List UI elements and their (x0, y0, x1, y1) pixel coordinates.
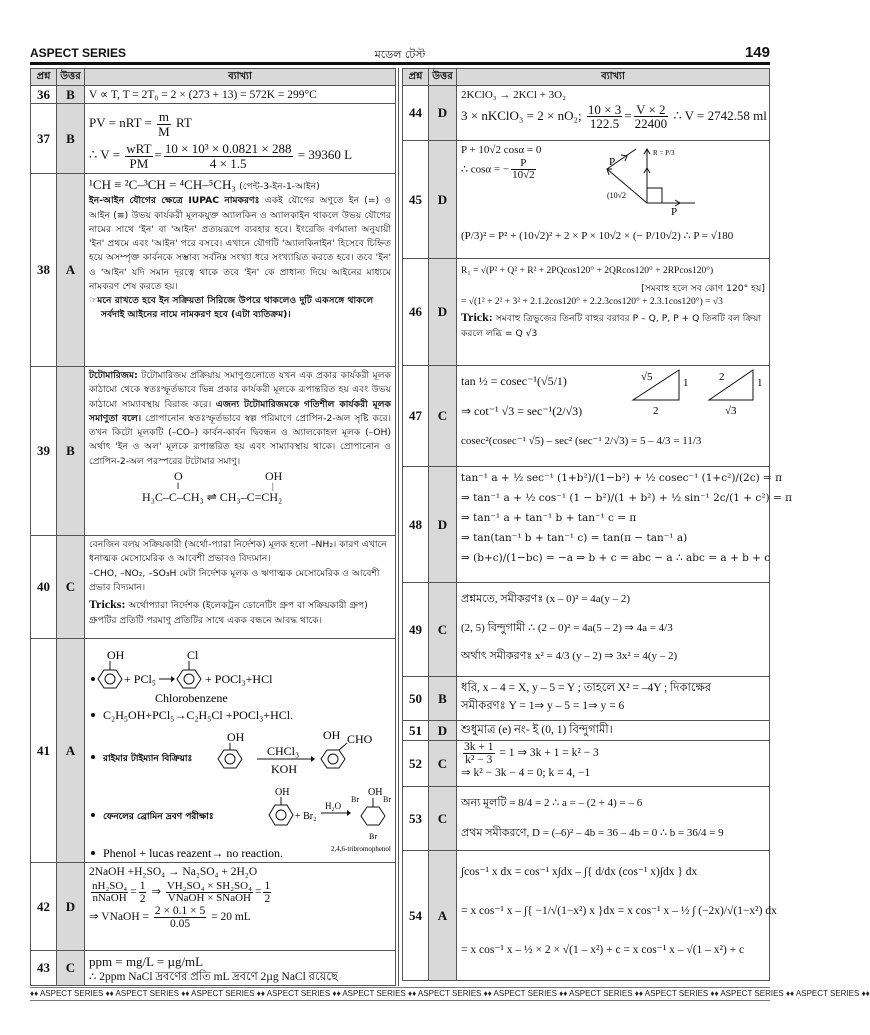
denominator: 0.05 (169, 918, 191, 931)
numerator: wRT (126, 141, 152, 157)
formula-line (461, 741, 765, 766)
triangle-2 (709, 370, 753, 400)
body-text: প্রোপানোন স্বতঃস্ফূর্তভাবে স্বল্প পরিমাণে প্রোপিন-2-অল সৃষ্টি করে। তখন কিটো মূলকটি (–CO–) কার্বন-কার্বন দ্বিবন্ধন ও অ্যালকোহল মূলক (–OH) অর্থাৎ 'ইন ও অল' মূলকে রূপান্তরিত হয় এবং সাম্যাবস্থায় থাকে। প্রোপানোন ও প্রোপিন-2-অল পরস্পরের টটোমার সমাণু। (89, 412, 391, 467)
text: PV = nRT = (89, 115, 156, 131)
formula-line: ⇒ tan⁻¹ a + tan⁻¹ b + tan⁻¹ c = π (461, 511, 637, 524)
paragraph (89, 194, 391, 294)
formula-line: অর্থাৎ সমীকরণঃ x² = 4/3 (y – 2) ⇒ 3x² = 4(y – 2) (461, 650, 678, 663)
question-number: 43 (31, 951, 57, 985)
formula-line: ⇒ k² − 3k − 4 = 0; k = 4, −1 (461, 767, 591, 780)
fraction (157, 110, 171, 138)
benzene-ring-icon (218, 750, 242, 768)
question-number: 42 (31, 863, 57, 950)
explanation (85, 863, 395, 950)
formula-line: ∴ V = $\frac{\text{wRT}}{PM}$ = $\frac{\text{10 × 10³ × 0.0821 × 288}}{4 \times 1.5}$ = 39360 L (89, 141, 353, 171)
table-row (403, 259, 769, 366)
denominator: 22400 (634, 116, 668, 132)
denominator: 10√2 (512, 169, 535, 182)
page-number: 149 (744, 44, 770, 61)
label-p: P (609, 156, 616, 168)
col-header-question: প্রশ্ন (31, 69, 57, 85)
series-name: ASPECT SERIES (30, 46, 127, 60)
denominator: VNaOH × SNaOH (167, 892, 251, 905)
explanation (457, 141, 769, 258)
answer-letter: C (57, 951, 85, 985)
oh-label: OH (107, 648, 125, 662)
fraction (587, 103, 622, 131)
product-name: Chlorobenzene (155, 691, 228, 705)
reagent-pcl5: + PCl₅ (124, 672, 156, 686)
bromine-label: Br (383, 795, 391, 804)
table-row (403, 467, 792, 583)
tautomer-structure (89, 469, 391, 505)
question-number: 39 (31, 367, 57, 535)
paragraph: –CHO, –NO₂, –SO₃H মেটা নির্দেশক মূলক ও ঋণাত্মক মেসোমেরিক ও আবেশী প্রভাব বিদ্যমান। (89, 567, 380, 593)
opp-label: 1 (757, 377, 763, 389)
fraction (154, 905, 206, 930)
answer-letter: D (429, 467, 457, 582)
explanation (85, 536, 395, 638)
bold-heading: টটোমারিজম: (89, 370, 138, 381)
answer-letter: B (57, 367, 85, 535)
answer-letter: D (429, 86, 457, 140)
table-row (403, 721, 769, 741)
oh-label: OH (275, 787, 290, 798)
bullet (91, 713, 95, 717)
pointing-hand-icon: ☞ (89, 295, 98, 306)
denominator: nNaOH (92, 892, 127, 905)
answer-letter: A (57, 174, 85, 366)
single-bond-mark: | (272, 480, 274, 491)
question-number: 38 (31, 174, 57, 366)
table-row (403, 366, 769, 467)
answer-letter: A (429, 851, 457, 980)
bold-heading: Tricks: (89, 597, 126, 611)
col-header-question: প্রশ্ন (403, 69, 429, 85)
explanation (457, 467, 792, 582)
label-10root2: (10√2 (607, 191, 627, 200)
note (89, 294, 391, 323)
reaction-name: ফেনলের ব্রোমিন দ্রবণ পরীক্ষাঃ (103, 812, 214, 822)
numerator: 3k + 1 (464, 741, 494, 753)
denominator: 2 (264, 893, 271, 906)
fraction (634, 103, 669, 131)
question-number: 48 (403, 467, 429, 582)
table-row (403, 787, 769, 851)
denominator: M (158, 123, 170, 139)
lucas-test: Phenol + lucas reazent→ no reaction. (103, 846, 284, 860)
structural-formula: ¹CH ≡ ²C–³CH = ⁴CH–⁵CH₃ (89, 177, 236, 192)
footer-banner: ♦♦ ASPECT SERIES ♦♦ ASPECT SERIES ♦♦ ASPECT SERIES ♦♦ ASPECT SERIES ♦♦ ASPECT SERIES ♦♦ ASPECT SERIES ♦♦ ASPECT SERIES ♦♦ ASPECT SERIES ♦♦ ASPECT SERIES ♦♦ ASPECT SERIES ♦♦ ASPECT SERIES ♦♦ (30, 987, 770, 1001)
col-header-explanation: ব্যাখ্যা (457, 69, 769, 85)
explanation (457, 366, 769, 466)
formula-line: (2, 5) বিন্দুগামী ∴ (2 – 0)² = 4a(5 – 2) ⇒ 4a = 4/3 (461, 621, 673, 634)
answer-table-right (402, 68, 792, 981)
question-number: 45 (403, 141, 429, 258)
hydroxyl-label: OH (265, 468, 283, 483)
force-vector-diagram (555, 143, 678, 218)
explanation (457, 721, 769, 740)
reagent-koh: KOH (271, 762, 297, 776)
formula-line: ppm = mg/L = µg/mL (89, 954, 204, 969)
fraction (463, 741, 495, 766)
formula-line: cosec²(cosec⁻¹ √5) – sec² (sec⁻¹ 2/√3) = 5 – 4/3 = 11/3 (461, 434, 702, 447)
answer-table-left (30, 68, 396, 986)
numerator: 10 × 10³ × 0.0821 × 288 (164, 141, 292, 157)
bullet (91, 755, 95, 759)
benzene-ring-icon (98, 670, 122, 688)
table-row (31, 863, 395, 951)
hyp-label: √5 (641, 371, 653, 383)
solvent-label: H₂O (325, 801, 342, 811)
opp-label: 1 (683, 377, 689, 389)
formula-line: = x cos⁻¹ x – ½ × 2 × √(1 – x²) + c = x cos⁻¹ x – √(1 – x²) + c (461, 944, 745, 957)
formula-line: tan ½ = cosec⁻¹(√5/1) (461, 374, 567, 388)
benzene-ring-icon (177, 670, 201, 688)
col-header-answer: উত্তর (57, 69, 85, 85)
oh-label: OH (227, 730, 245, 744)
formula-line: ∴ 2ppm NaCl দ্রবণের প্রতি mL দ্রবণে 2µg NaCl রয়েছে (89, 971, 338, 984)
answer-letter: C (429, 787, 457, 850)
text: 3 × nKClO₃ = 2 × nO₂; (461, 107, 585, 123)
product-name: 2,4,6-tribromophenol (331, 845, 391, 853)
bold-heading: Trick: (461, 310, 493, 325)
formula-line: (P/3)² = P² + (10√2)² + 2 × P × 10√2 × (− P/10√2) ∴ P = √180 (461, 230, 734, 242)
bullet (91, 851, 95, 855)
answer-letter: A (57, 639, 85, 862)
answer-letter: D (429, 721, 457, 740)
answer-letter: B (57, 104, 85, 173)
answer-letter: C (429, 366, 457, 466)
note: [সমবাহু হলে সব কোণ 120° হয়] (641, 282, 765, 294)
table-row (31, 367, 395, 536)
cho-label: CHO (347, 732, 373, 746)
question-number: 44 (403, 86, 429, 140)
table-row (31, 639, 395, 863)
table-row (403, 583, 769, 677)
explanation (457, 86, 769, 140)
explanation (85, 367, 395, 535)
formula-line: 2KClO₃ → 2KCl + 3O₂ (461, 89, 566, 101)
table-row (403, 851, 777, 980)
explanation (85, 174, 395, 366)
answer-letter: D (429, 259, 457, 365)
explanation (85, 104, 395, 173)
double-bond-mark: ‖ (177, 480, 180, 491)
fraction (263, 880, 271, 905)
fraction (511, 158, 536, 182)
numerator: nH₂SO₄ (92, 879, 128, 892)
text: RT (172, 115, 192, 131)
note-text: মনে রাখতে হবে ইন সক্রিয়তা সিরিজে উপরে থাকলেও দুটি একসঙ্গে থাকলে সর্বদাই আইনের নামে নামকরণ হবে (এটা ব্যতিক্রম)। (97, 295, 374, 321)
numerator: 10 × 3 (587, 101, 622, 117)
formula-line: V ∝ T, T = 2T₀ = 2 × (273 + 13) = 572K = 299°C (89, 89, 317, 101)
bromine-label: Br (369, 832, 377, 841)
paragraph (461, 308, 765, 341)
explanation (457, 851, 777, 980)
triangle-1 (633, 370, 679, 400)
formula-line (89, 110, 391, 138)
cl-label: Cl (187, 648, 199, 662)
formula-line: ধরি, x – 4 = X, y – 5 = Y ; তাহলে X² = –4Y ; দিকাক্ষের (461, 682, 712, 694)
adj-label: 2 (653, 405, 659, 417)
fraction (139, 880, 147, 905)
formula-line: ⇒ (b+c)/(1−bc) = −a ⇒ b + c = abc − a ∴ abc = a + b + c (461, 551, 771, 564)
label-r: R = P/3 (653, 149, 675, 157)
numerator: V × 2 (634, 103, 669, 118)
question-number: 52 (403, 741, 429, 786)
text: = 1 ⇒ 3k + 1 = k² − 3 (496, 747, 599, 760)
denominator: 4 × 1.5 (209, 155, 247, 171)
question-number: 37 (31, 104, 57, 173)
table-row (31, 174, 395, 367)
text: ∴ cosα = − (461, 163, 510, 176)
paragraph (89, 369, 391, 469)
table-header (403, 69, 769, 86)
explanation (457, 677, 769, 720)
explanation (85, 951, 395, 985)
col-header-explanation: ব্যাখ্যা (85, 69, 395, 85)
formula-line: $\frac{\text{nH₂SO₄}}{\text{nNaOH}}$ = $\frac{1}{2}$ ⇒ $\frac{\text{VH₂SO₄ × SH₂SO₄}}{\text{VNaOH × SNaOH}}$ = $\frac{1}{2}$ (92, 879, 271, 906)
reagent-chcl3: CHCl₃ (267, 744, 300, 758)
explanation (85, 639, 395, 862)
denominator: PM (129, 155, 149, 171)
table-row (31, 104, 395, 174)
paragraph: বেনজিন বলয় সক্রিয়কারী (অর্থো-প্যারা নির্দেশক) মূলক হলো –NH₂। কারণ এখানে ধনাত্মক মেসোমেরিক ও আবেশী প্রভাবও বিদ্যমান। (89, 539, 387, 565)
table-row (403, 677, 769, 721)
question-number: 36 (31, 86, 57, 103)
table-row (31, 86, 395, 104)
header-rule (30, 62, 770, 65)
oh-label: OH (323, 728, 341, 742)
bold-heading: ইন-আইন যৌগের ক্ষেত্রে IUPAC নামকরণঃ (89, 195, 260, 207)
table-row (403, 741, 769, 787)
numerator: 1 (139, 880, 146, 893)
col-header-answer: উত্তর (429, 69, 457, 85)
label-p: P (671, 206, 678, 218)
question-number: 51 (403, 721, 429, 740)
explanation (457, 741, 769, 786)
body-text: সমবাহু ত্রিভুজের তিনটি বাহুর বরাবর P – Q, P, P + Q তিনটি বল ক্রিয়া করলে লব্ধি = Q √3 (461, 313, 762, 339)
formula-line: সমীকরণঃ Y = 1⇒ y – 5 = 1⇒ y = 6 (461, 700, 625, 713)
question-number: 50 (403, 677, 429, 720)
formula-line: শুধুমাত্র (e) নং- ই (0, 1) বিন্দুগামী। (461, 724, 613, 736)
answer-letter: C (57, 536, 85, 638)
reagent-br2: + Br₂ (295, 811, 317, 822)
denominator: 122.5 (589, 116, 620, 132)
denominator: k² − 3 (465, 754, 493, 767)
question-number: 47 (403, 366, 429, 466)
answer-letter: C (429, 741, 457, 786)
phenol-reactions-figure (85, 639, 395, 861)
aromatic-circle (105, 674, 115, 684)
text: ∴ V = 2742.58 ml (670, 107, 767, 123)
answer-letter: B (57, 86, 85, 103)
bullet (91, 677, 95, 681)
formula-line (89, 905, 391, 930)
formula-line: P + 10√2 cosα = 0 (461, 144, 542, 156)
formula-line (89, 176, 391, 194)
fraction (164, 142, 293, 170)
compound-name: (পেন্ট-3-ইন-1-আইন) (239, 181, 320, 192)
table-row (403, 86, 769, 141)
text: ⇒ VNaOH = (89, 911, 152, 924)
fraction (125, 142, 152, 170)
numerator: 1 (264, 880, 271, 893)
formula-line: ⇒ cot⁻¹ √3 = sec⁻¹(2/√3) (461, 403, 583, 418)
formula-line: ∫cos⁻¹ x dx = cos⁻¹ x∫dx – ∫{ d/dx (cos⁻¹ x)∫dx } dx (461, 866, 698, 878)
triangle-diagrams (627, 366, 767, 422)
benzene-ring-icon (269, 805, 293, 825)
formula-line: = √(1² + 2² + 3² + 2.1.2cos120° + 2.2.3cos120° + 2.3.1cos120°) = √3 (461, 296, 723, 307)
column-divider (398, 68, 399, 986)
benzene-ring-icon (321, 750, 345, 768)
bold-text: এজন্য টটোমারিজমকে গতিশীল কার্যকরী মূলক সমাণুতা বলে। (89, 398, 391, 424)
question-number: 41 (31, 639, 57, 862)
page-title: মডেল টেস্ট (374, 48, 426, 61)
body-text: অর্থোপ্যারা নির্দেশক (ইলেকট্রন ডোনেটিং গ্রুপ বা সক্রিয়কারী গ্রুপ) গ্রুপটির প্রতিটি পরমাণু প্রতিটির সাথে একক বন্ধনে আবদ্ধ থাকে। (89, 600, 368, 626)
fraction (166, 881, 253, 905)
hyp-label: 2 (719, 371, 725, 383)
formula-line: অন্য মূলটি = 8/4 = 2 ∴ a = – (2 + 4) = – 6 (461, 797, 643, 809)
table-header (31, 69, 395, 86)
formula-line: ⇒ tan⁻¹ a + ½ cos⁻¹ (1 − b²)/(1 + b²) + ½ sin⁻¹ 2c/(1 + c²) = π (461, 491, 792, 504)
products: + POCl₃+HCl (205, 672, 273, 686)
numerator: P (511, 158, 536, 171)
bromine-label: Br (351, 795, 359, 804)
formula-line: প্রথম সমীকরণে, D = (–6)² – 4b = 36 – 4b = 0 ∴ b = 36/4 = 9 (461, 826, 724, 839)
question-number: 40 (31, 536, 57, 638)
ethanol-reaction: C₂H₅OH+PCl₅→C₂H₅Cl +POCl₃+HCl. (103, 708, 294, 722)
benzene-ring-icon (361, 807, 385, 825)
table-row (31, 536, 395, 639)
text: ∴ V = (89, 147, 124, 163)
reaction-name: রাইমার টাইম্যান বিক্রিয়াঃ (103, 754, 193, 764)
question-number: 53 (403, 787, 429, 850)
body-text: একই যৌগের অণুতে ইন (=) ও আইন (≡) উভয় কার্যকরী মূলকযুক্ত অ্যালকিন ও অ্যালকাইন থাকলে উভয় যৌগের নামের সাথে 'ইন' বা 'আইন' প্রত্যয়রূপে ব্যবহার হবে। ইংরেজি বর্ণমালা অনুযায়ী 'ইন' প্রথমে এবং 'আইন' পরে বসবে। এখানে যৌগটি 'অ্যালকিনাইন' হিসেবে চিহ্নিত হয়ে অসম্পৃক্ত কার্বনকে সম্ভাব্য সর্বনিম্ন সংখ্যা ধরে সংখ্যায়িত করতে হবে। তবে 'ইন' ও 'আইন' যদি সমান দূরত্বে থাকে তবে 'ইন' কে প্রাধান্য দিয়ে আইনের মাধ্যমে নামকরণ শেষ করতে হয়। (89, 195, 391, 292)
fraction (91, 881, 128, 905)
oxygen-label: O (174, 468, 183, 483)
denominator: 2 (139, 893, 146, 906)
oh-label: OH (368, 787, 383, 798)
table-row (31, 951, 395, 985)
adj-label: √3 (725, 405, 737, 417)
table-row (403, 141, 769, 259)
formula-line: 2NaOH +H₂SO₄ → Na₂SO₄ + 2H₂O (89, 866, 258, 878)
paragraph (89, 595, 391, 628)
numerator: VH₂SO₄ × SH₂SO₄ (166, 879, 252, 892)
explanation (457, 787, 769, 850)
text: = 39360 L (294, 147, 353, 163)
question-number: 49 (403, 583, 429, 676)
numerator: m (158, 109, 169, 124)
right-angle-mark (647, 188, 662, 203)
formula-line: R₁ = √(P² + Q² + R² + 2PQcos120° + 2QRcos120° + 2RPcos120°) (461, 266, 714, 276)
answer-letter: C (429, 583, 457, 676)
answer-letter: B (429, 677, 457, 720)
explanation (457, 259, 769, 365)
formula-line: প্রশ্নমতে, সমীকরণঃ (x – 0)² = 4a(y – 2) (461, 593, 630, 605)
text: = 20 mL (208, 911, 251, 924)
formula-line: tan⁻¹ a + ½ sec⁻¹ (1+b²)/(1−b²) + ½ cosec⁻¹ (1+c²)/(2c) = π (461, 472, 783, 484)
formula-line: = x cos⁻¹ x – ∫{ −1/√(1−x²) x }dx = x cos⁻¹ x – ½ ∫ (−2x)/√(1−x²) dx (461, 905, 777, 918)
numerator: 2 × 0.1 × 5 (154, 905, 206, 918)
formula-line: ⇒ tan(tan⁻¹ b + tan⁻¹ c) = tan(π − tan⁻¹ a) (461, 531, 688, 544)
explanation (85, 86, 395, 103)
tautomer-equation: H₃C–C–CH₃ ⇌ CH₃–C=CH₂ (142, 489, 283, 504)
body-text: টটোমারিজম প্রক্রিয়ায় সমাণুগুলোতে যখন এক প্রকার কার্যকরী মূলক কাঠামো থেকে স্বতঃস্ফূর্তভাবে ভিন্ন প্রকার কার্যকরী মূলকে রূপান্তরিত হয় এবং উভয় কাঠামো সাম্যাবস্থায় বিরাজ করে। (89, 370, 391, 410)
answer-letter: D (429, 141, 457, 258)
explanation (457, 583, 769, 676)
bullet (91, 813, 95, 817)
question-number: 46 (403, 259, 429, 365)
answer-letter: D (57, 863, 85, 950)
formula-line: 3 × nKClO₃ = 2 × nO₂; $\frac{10 \times 3}{122.5}$ = $\frac{V \times 2}{22400}$ ∴ V = 2742.58 ml (461, 101, 767, 132)
question-number: 54 (403, 851, 429, 980)
